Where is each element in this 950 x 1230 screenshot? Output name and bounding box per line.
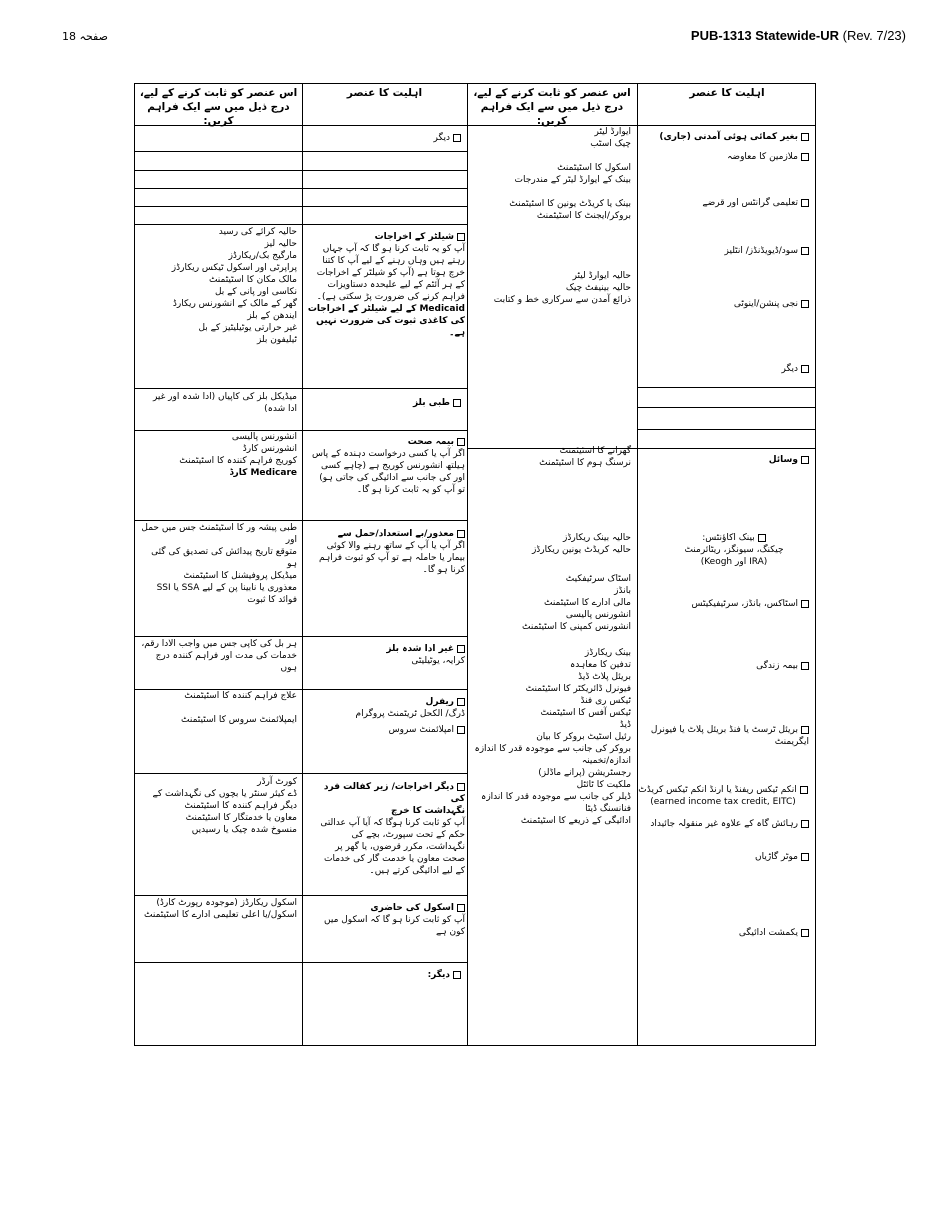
page-number: صفحہ 18 (62, 30, 108, 43)
pension-item[interactable]: نجی پنشن/اینوٹی (734, 298, 809, 310)
stocks-proof: اسٹاک سرٹیفکیٹ بانڈز مالی ادارے کا اسٹیٹمنٹ انشورنس پالیسی انشورنس کمپنی کا اسٹیٹمنٹ (522, 574, 631, 632)
checkbox[interactable] (801, 600, 809, 608)
checkbox[interactable] (457, 783, 465, 791)
disability-item[interactable]: معذور/بے استعداد/حمل سے اگر آپ یا آپ کے ساتھ رہنے والا کوئی بیمار یا حاملہ ہے تو آپ کو ثبوت فراہم کرنا ہو گا۔ (318, 529, 465, 575)
referral-proof: علاج فراہم کنندہ کا اسٹیٹمنٹ ایمپلائمنٹ سروس کا اسٹیٹمنٹ (181, 691, 297, 725)
checkbox[interactable] (453, 971, 461, 979)
dependent-care-item[interactable]: دیگر اخراجات/ زیر کفالت فرد کی نگہداشت کا خرچ آپ کو ثابت کرنا ہوگا کہ آیا آپ عدالتی حکم کے تحت سپورٹ، بچے کی نگہداشت، مکرر قرضوں، یا گھر پر صحت معاون یا خدمت گار کی خدمات کے لیے ادائیگی کرتے ہیں۔ (320, 782, 465, 876)
unearned-income-item[interactable]: بغیر کمائی ہوئی آمدنی (جاری) (659, 131, 809, 143)
checkbox[interactable] (801, 726, 809, 734)
eligibility-table (134, 83, 816, 1046)
checkbox[interactable] (457, 698, 465, 706)
checkbox[interactable] (453, 399, 461, 407)
unpaid-proof: ہر بل کی کاپی جس میں واجب الادا رقم، خدمات کی مدت اور فراہم کنندہ درج ہوں (141, 639, 297, 673)
life-proof: بینک ریکارڈز تدفین کا معاہدہ بریئل پلاٹ ڈیڈ فیونرل ڈائریکٹر کا اسٹیٹمنٹ ٹیکس ری فنڈ ٹیکس آفس کا اسٹیٹمنٹ ڈیڈ رئیل اسٹیٹ بروکر کا بیان بروکر کی جانب سے موجودہ قدر کا اندازہ اندازہ/تخمینہ رجسٹریشن (پرانے ماڈلز) ملکیت کا ٹائٹل ڈیلر کی جانب سے موجودہ قدر کا اندازہ فنانسنگ ڈیٹا ادائیگی کے ذریعے کا اسٹیٹمنٹ (474, 648, 631, 826)
school-proof: اسکول ریکارڈز (موجودہ رپورٹ کارڈ) اسکول/یا اعلی تعلیمی ادارے کا اسٹیٹمنٹ (144, 898, 297, 920)
checkbox[interactable] (457, 438, 465, 446)
health-insurance-item[interactable]: بیمہ صحت اگر آپ یا کسی درخواست دہندہ کے پاس ہیلتھ انشورنس کوریج ہے (چاہے کسی اور کی جانب سے ادائیگی کی جاتی ہو) تو آپ کو یہ ثابت کرنا ہو گا۔ (311, 437, 465, 495)
other-income-item[interactable]: دیگر (782, 363, 809, 375)
disability-proof: طبی پیشہ ور کا اسٹیٹمنٹ جس میں حمل اور متوقع تاریخ پیدائش کی تصدیق کی گئی ہو میڈیکل پروفیشنل کا اسٹیٹمنٹ معذوری یا نابینا پن کے لیے SSA یا SSI فوائد کا ثبوت (141, 523, 297, 605)
checkbox[interactable] (801, 300, 809, 308)
other-top-item[interactable]: دیگر (434, 132, 461, 144)
checkbox[interactable] (800, 786, 808, 794)
medical-bills-item[interactable]: طبی بلز (413, 397, 461, 409)
element-header-right: اہلیت کا عنصر (689, 87, 765, 99)
checkbox[interactable] (457, 233, 465, 241)
element-header-left: اہلیت کا عنصر (346, 87, 423, 99)
unearned-proof: ایوارڈ لیٹر چیک اسٹب اسکول کا اسٹیٹمنٹ بینک کے ایوارڈ لیٹر کے مندرجات بینک یا کریڈٹ یونین کا اسٹیٹمنٹ بروکر/ایجنٹ کا اسٹیٹمنٹ حالیہ ایوارڈ لیٹر حالیہ بینیفٹ چیک ذرائع آمدن سے سرکاری خط و کتابت (493, 127, 631, 305)
shelter-proof: حالیہ کرائے کی رسید حالیہ لیز مارگیج بک/ریکارڈز پراپرٹی اور اسکول ٹیکس ریکارڈز مالک مکان کا اسٹیٹمنٹ نکاسی اور پانی کے بل گھر کے مالک کے انشورنس ریکارڈ ایندھن کے بلز غیر حرارتی یوٹیلیٹیز کے بل ٹیلیفون بلز (171, 227, 297, 345)
checkbox[interactable] (801, 365, 809, 373)
shelter-item[interactable]: شیلٹر کے اخراجات آپ کو یہ ثابت کرنا ہو گا کہ آپ جہاں رہتے ہیں وہاں رہنے کے لیے آپ کا کتنا خرچ ہوتا ہے (آپ کو شیلٹر کے اخراجات کے ہر آئٹم کے لیے علیحدہ دستاویزات فراہم کرنے کی ضرورت پڑ سکتی ہے)۔ Medicaid کے لیے شیلٹر کے اخراجات کی کاغذی ثبوت کی ضرورت نہیں ہے۔ (307, 232, 465, 338)
grants-item[interactable]: تعلیمی گرانٹس اور قرضے (702, 197, 809, 209)
checkbox[interactable] (801, 199, 809, 207)
burial-item[interactable]: بریئل ٹرسٹ یا فنڈ بریئل پلاٹ یا فیونرل ایگریمنٹ (650, 725, 809, 747)
checkbox[interactable] (801, 662, 809, 670)
checkbox[interactable] (801, 820, 809, 828)
resources-item[interactable]: وسائل (769, 454, 809, 466)
employee-comp-item[interactable]: ملازمین کا معاوضہ (727, 151, 809, 163)
eitc-item[interactable]: انکم ٹیکس ریفنڈ یا ارنڈ انکم ٹیکس کریڈٹ (earned income tax credit, EITC) (637, 784, 809, 808)
checkbox[interactable] (457, 645, 465, 653)
bank-accounts-item[interactable]: بینک اکاؤنٹس: چیکنگ، سیونگز، ریٹائرمنٹ (IRA اور Keogh) (684, 533, 784, 567)
life-insurance-item[interactable]: بیمہ زندگی (756, 660, 809, 672)
proof-header-right: اس عنصر کو ثابت کرنے کے لیے، درج ذیل میں سے ایک فراہم کریں: (473, 87, 631, 127)
checkbox[interactable] (801, 153, 809, 161)
real-property-item[interactable]: رہائش گاہ کے علاوہ غیر منقولہ جائیداد (650, 818, 809, 830)
resources-proof: گھرانے کا اسٹیٹمنٹ نرسنگ ہوم کا اسٹیٹمنٹ (539, 446, 631, 468)
referral-item[interactable]: ریفرل ڈرگ/ الکحل ٹریٹمنٹ پروگرام امپلائمنٹ سروس (355, 697, 465, 735)
checkbox[interactable] (801, 929, 809, 937)
checkbox[interactable] (457, 530, 465, 538)
checkbox[interactable] (457, 904, 465, 912)
unpaid-bills-item[interactable]: غیر ادا شدہ بلز کرایہ، یوٹیلیٹی (386, 644, 465, 666)
checkbox[interactable] (801, 456, 809, 464)
stocks-item[interactable]: اسٹاکس، بانڈز، سرٹیفیکیٹس (692, 598, 809, 610)
checkbox[interactable] (801, 133, 809, 141)
interest-item[interactable]: سود/ڈیویڈنڈز/ انٹلیز (725, 245, 809, 257)
care-proof: کورٹ آرڈر ڈے کیئر سنٹر یا بچوں کی نگہداشت کے دیگر فراہم کنندہ کا اسٹیٹمنٹ معاون یا خدمتگار کا اسٹیٹمنٹ منسوخ شدہ چیک یا رسیدیں (152, 777, 297, 835)
medical-proof: میڈیکل بلز کی کاپیاں (ادا شدہ اور غیر ادا شدہ) (152, 392, 297, 414)
lump-sum-item[interactable]: یکمشت ادائیگی (739, 927, 809, 939)
health-proof: انشورنس پالیسی انشورنس کارڈ کوریج فراہم کنندہ کا اسٹیٹمنٹ Medicare کارڈ (179, 432, 297, 478)
checkbox[interactable] (457, 726, 465, 734)
vehicles-item[interactable]: موٹر گاڑیاں (755, 851, 809, 863)
form-title: PUB-1313 Statewide-UR (Rev. 7/23) (690, 28, 906, 43)
other-bottom-item[interactable]: دیگر: (428, 969, 461, 981)
checkbox[interactable] (453, 134, 461, 142)
checkbox[interactable] (801, 247, 809, 255)
proof-header-left: اس عنصر کو ثابت کرنے کے لیے، درج ذیل میں سے ایک فراہم کریں: (139, 87, 298, 127)
bank-proof: حالیہ بینک ریکارڈز حالیہ کریڈٹ یونین ریکارڈز (531, 533, 631, 555)
checkbox[interactable] (758, 534, 766, 542)
school-attendance-item[interactable]: اسکول کی حاضری آپ کو ثابت کرنا ہو گا کہ اسکول میں کون ہے (324, 903, 465, 937)
checkbox[interactable] (801, 853, 809, 861)
